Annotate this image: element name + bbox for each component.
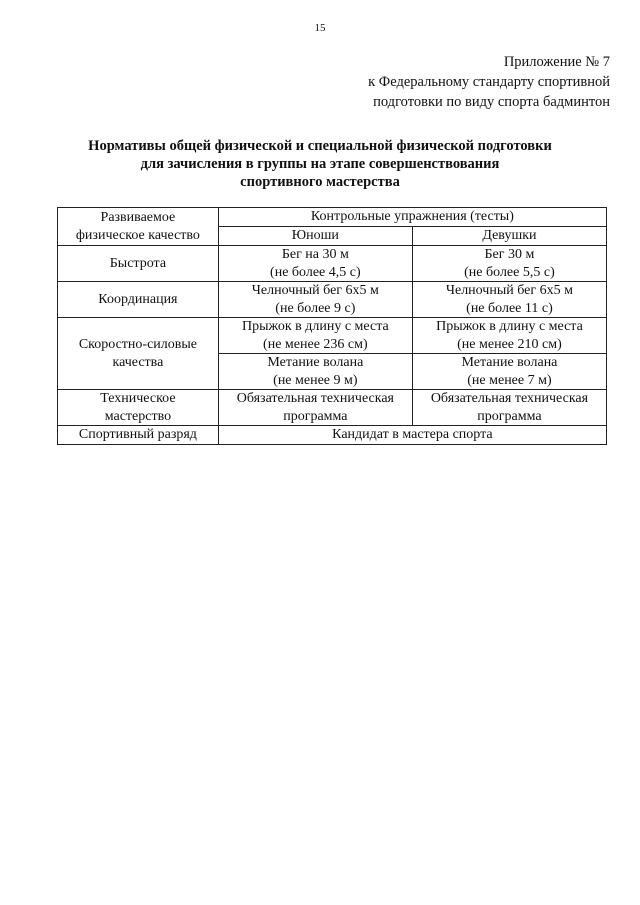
table-row [58, 390, 607, 426]
cell-line: Быстрота [109, 255, 167, 271]
page-number: 15 [314, 22, 326, 34]
rank-row [58, 426, 607, 445]
quality-cell [58, 390, 219, 426]
cell-line: Челночный бег 6х5 м [251, 283, 379, 298]
appendix-line: Приложение № 7 [503, 54, 610, 70]
cell-line: (не менее 9 м) [273, 372, 358, 388]
title-line: для зачисления в группы на этапе совершенствования [140, 156, 500, 172]
cell-line: программа [477, 408, 542, 424]
cell-line: Скоростно-силовые [78, 337, 197, 352]
rank-label: Спортивный разряд [58, 426, 219, 445]
girls-cell [412, 318, 606, 354]
table-row [58, 246, 607, 282]
quality-cell [58, 246, 219, 282]
boys-cell [218, 282, 412, 318]
header-boys: Юноши [218, 227, 412, 246]
girls-cell [412, 354, 606, 390]
document-title [0, 137, 640, 191]
header-girls: Девушки [412, 227, 606, 246]
table-row [58, 318, 607, 354]
header-quality-line: Развиваемое [100, 210, 176, 225]
header-quality [58, 208, 219, 246]
cell-line: Метание волана [267, 355, 364, 370]
cell-line: мастерство [104, 408, 172, 424]
cell-line: качества [112, 354, 164, 370]
cell-line: Бег на 30 м [281, 247, 349, 262]
cell-line: (не более 5,5 с) [464, 264, 555, 280]
appendix-line: к Федеральному стандарту спортивной [368, 74, 610, 90]
title-line: спортивного мастерства [240, 174, 400, 190]
cell-line: Техническое [100, 391, 176, 406]
rank-value: Кандидат в мастера спорта [218, 426, 606, 445]
quality-cell [58, 282, 219, 318]
boys-cell [218, 354, 412, 390]
header-tests: Контрольные упражнения (тесты) [218, 208, 606, 227]
cell-line: Координация [98, 291, 178, 307]
cell-line: Прыжок в длину с места [242, 319, 389, 334]
title-line: Нормативы общей физической и специальной физической подготовки [88, 138, 552, 154]
cell-line: Бег 30 м [484, 247, 535, 262]
cell-line: (не более 4,5 с) [270, 264, 361, 280]
quality-cell [58, 318, 219, 390]
appendix-note [368, 52, 610, 112]
cell-line: (не менее 210 см) [457, 336, 562, 352]
header-quality-line: физическое качество [75, 227, 200, 243]
appendix-line: подготовки по виду спорта бадминтон [373, 94, 610, 110]
cell-line: Метание волана [461, 355, 558, 370]
boys-cell [218, 246, 412, 282]
cell-line: Обязательная техническая [236, 391, 394, 406]
cell-line: (не менее 236 см) [263, 336, 368, 352]
norms-table [57, 207, 607, 445]
cell-line: Прыжок в длину с места [436, 319, 583, 334]
cell-line: Челночный бег 6х5 м [445, 283, 573, 298]
cell-line: (не менее 7 м) [467, 372, 552, 388]
boys-cell [218, 318, 412, 354]
girls-cell [412, 390, 606, 426]
table-row [58, 282, 607, 318]
girls-cell [412, 246, 606, 282]
cell-line: (не более 11 с) [466, 300, 553, 316]
cell-line: (не более 9 с) [275, 300, 356, 316]
cell-line: программа [283, 408, 348, 424]
cell-line: Обязательная техническая [430, 391, 589, 406]
boys-cell [218, 390, 412, 426]
girls-cell [412, 282, 606, 318]
table-header-row [58, 208, 607, 227]
